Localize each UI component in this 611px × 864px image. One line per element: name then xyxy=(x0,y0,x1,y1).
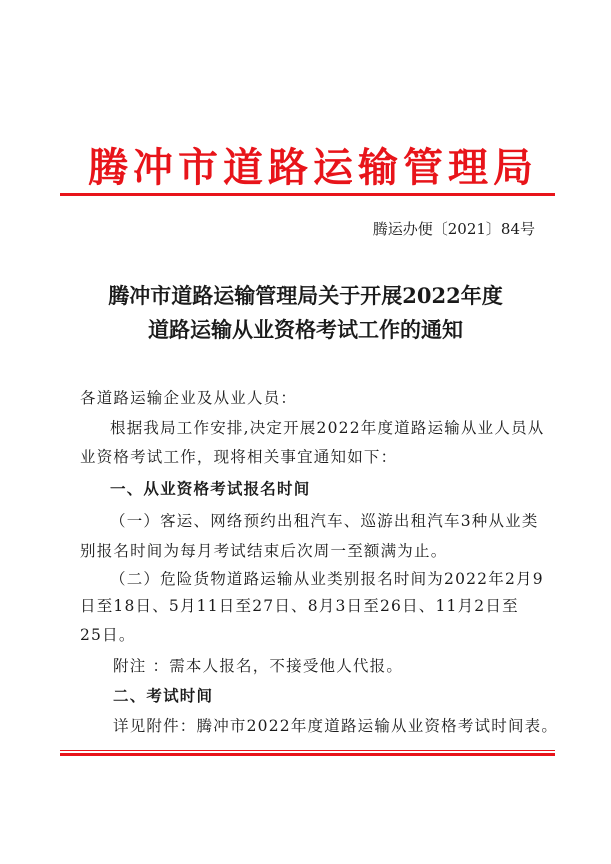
note-line: 附注 ：需本人报名，不接受他人代报。 xyxy=(113,657,404,675)
body-line: 别报名时间为每月考试结束后次周一至额满为止。 xyxy=(80,542,448,560)
body-line: 详见附件：腾冲市2022年度道路运输从业资格考试时间表。 xyxy=(113,717,559,735)
body-line: 根据我局工作安排,决定开展2022年度道路运输从业人员从 xyxy=(110,419,545,437)
document-number: 腾运办便〔2021〕84号 xyxy=(372,220,535,238)
section-heading-1: 一、从业资格考试报名时间 xyxy=(110,480,311,498)
issuing-organization-header: 腾冲市道路运输管理局 xyxy=(88,144,538,191)
notice-title-line-2: 道路运输从业资格考试工作的通知 xyxy=(148,317,463,342)
header-red-rule xyxy=(60,193,555,196)
body-line: 日至18日、5月11日至27日、8月3日至26日、11月2日至 xyxy=(80,597,519,615)
body-line: （一）客运、网络预约出租汽车、巡游出租汽车3种从业类 xyxy=(110,512,539,530)
body-line: （二）危险货物道路运输从业类别报名时间为2022年2月9 xyxy=(110,570,544,588)
footer-red-rule xyxy=(60,753,555,756)
body-line: 业资格考试工作，现将相关事宜通知如下： xyxy=(80,448,398,466)
notice-title-line-1: 腾冲市道路运输管理局关于开展2022年度 xyxy=(108,283,503,308)
body-line: 25日。 xyxy=(80,626,136,644)
salutation: 各道路运输企业及从业人员： xyxy=(80,389,298,407)
footer-red-rule-thin xyxy=(60,750,555,751)
section-heading-2: 二、考试时间 xyxy=(113,687,214,705)
